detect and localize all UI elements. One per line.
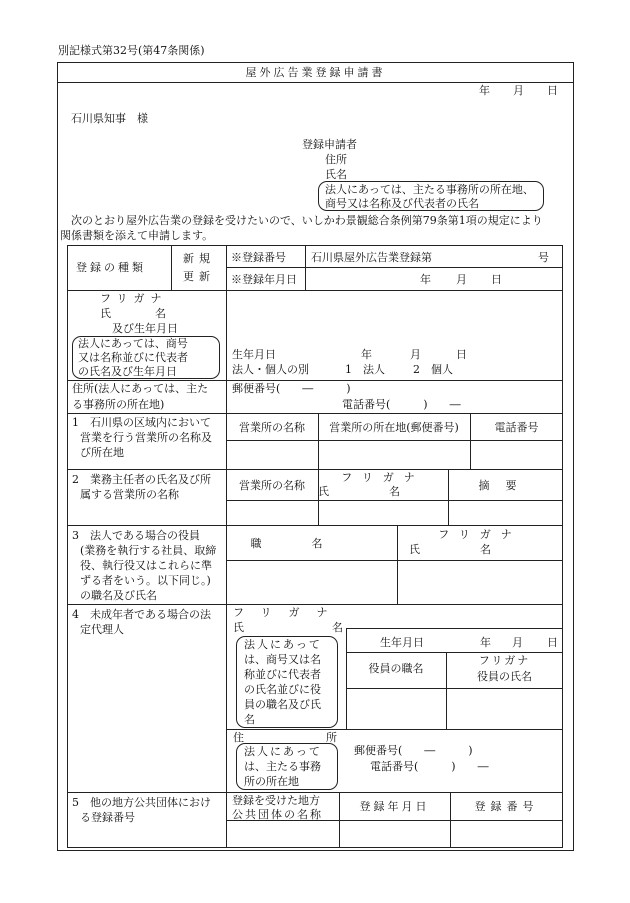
address-postal: 郵便番号( ― )	[232, 382, 351, 395]
s4-note-4: の氏名並びに役	[244, 683, 321, 696]
s4-officer-name: 役員の氏名	[477, 670, 532, 683]
name-furigana: フリガナ	[100, 292, 168, 305]
s4-addr-note-2: は、主たる事務	[244, 760, 321, 773]
s4-note-1: 法人にあって	[244, 638, 322, 651]
date-day: 日	[547, 84, 558, 97]
name-note-3: の氏名及び生年月日	[78, 365, 177, 378]
birthdate-day: 日	[456, 348, 467, 361]
s4-note-3: 称並びに代表者	[244, 668, 321, 681]
form-title: 屋外広告業登録申請書	[245, 66, 386, 79]
reg-date-year: 年	[420, 273, 431, 286]
s4-officer-title: 役員の職名	[368, 662, 424, 675]
s4-day: 日	[547, 636, 558, 649]
reg-type-label: 登録の種類	[76, 261, 146, 274]
s4-addr-note-3: 所の所在地	[244, 775, 299, 788]
birthdate-month: 月	[410, 348, 421, 361]
s1-label-2: 営業を行う営業所の名称及	[80, 431, 212, 444]
s4-furigana: フリガナ	[233, 606, 345, 619]
applicant-note-1: 法人にあっては、主たる事務所の所在地、	[325, 183, 534, 196]
s4-addr-note-1: 法人にあって	[244, 745, 322, 758]
reg-date-label: ※登録年月日	[231, 273, 297, 286]
reg-number-suffix: 号	[538, 251, 549, 264]
s4-name: 氏名	[233, 621, 431, 634]
name-birthdate: 及び生年月日	[112, 322, 178, 335]
reg-number-label: ※登録番号	[231, 251, 286, 264]
s3-label-1: 3 法人である場合の役員	[72, 529, 200, 542]
birthdate-year: 年	[361, 348, 372, 361]
s1-col1: 営業所の名称	[239, 421, 305, 434]
s3-col2-name: 氏名	[409, 543, 551, 556]
applicant-address: 住所	[325, 153, 347, 166]
addressee: 石川県知事 様	[71, 112, 148, 125]
s3-label-4: ずる者をいう。以下同じ。)	[80, 574, 211, 587]
reg-new: 新規	[183, 252, 215, 265]
s5-col3: 登録番号	[474, 800, 539, 813]
s4-officer-furigana: フリガナ	[478, 654, 531, 667]
corp-label: 法人・個人の別	[232, 363, 309, 376]
intro-line-1: 次のとおり屋外広告業の登録を受けたいので、いしかわ景観総合条例第79条第1項の規定により	[71, 214, 543, 227]
s2-label-1: 2 業務主任者の氏名及び所	[72, 473, 211, 486]
s1-label-1: 1 石川県の区域内において	[72, 416, 211, 429]
s2-col2-furigana: フリガナ	[341, 471, 425, 484]
form-number: 別記様式第32号(第47条関係)	[58, 44, 205, 57]
applicant-name: 氏名	[325, 168, 347, 181]
applicant-note-2: 商号又は名称及び代表者の氏名	[325, 197, 479, 210]
s5-col1-line1: 登録を受けた地方	[232, 794, 320, 807]
s4-note-2: は、商号又は名	[244, 653, 321, 666]
s4-year: 年	[480, 636, 491, 649]
birthdate-label: 生年月日	[232, 348, 276, 361]
s5-col2: 登録年月日	[359, 800, 430, 813]
s4-month: 月	[512, 636, 523, 649]
s3-col1: 職名	[250, 537, 373, 550]
s4-label-2: 定代理人	[80, 623, 124, 636]
address-label-2: る事務所の所在地)	[72, 398, 165, 411]
s5-col1-line2: 公共団体の名称	[232, 808, 323, 821]
s4-label-1: 4 未成年者である場合の法	[72, 608, 211, 621]
name-note-2: 又は名称並びに代表者	[78, 351, 188, 364]
date-year: 年	[479, 84, 490, 97]
s2-col1: 営業所の名称	[239, 479, 305, 492]
reg-number-prefix: 石川県屋外広告業登録第	[311, 251, 432, 264]
s2-col2-name: 氏名	[318, 485, 460, 498]
s1-col3: 電話番号	[494, 421, 539, 434]
reg-renew: 更新	[183, 270, 215, 283]
s3-label-5: の職名及び氏名	[80, 589, 157, 602]
s3-label-2: (業務を執行する社員、取締	[80, 544, 217, 557]
applicant-heading: 登録申請者	[302, 138, 357, 151]
s3-col2-furigana: フリガナ	[438, 528, 522, 541]
reg-date-month: 月	[456, 273, 467, 286]
s1-label-3: び所在地	[80, 446, 124, 459]
date-month: 月	[513, 84, 524, 97]
s4-birthdate: 生年月日	[380, 636, 424, 649]
s4-address: 住所	[233, 731, 419, 744]
corp-option-2: 2 個人	[413, 363, 453, 376]
s5-label-1: 5 他の地方公共団体におけ	[72, 796, 211, 809]
intro-line-2: 関係書類を添えて申請します。	[60, 229, 214, 242]
s4-postal: 郵便番号( ― )	[354, 744, 473, 757]
name-label: 氏名	[100, 307, 210, 320]
s4-phone: 電話番号( ) ―	[370, 760, 489, 773]
corp-option-1: 1 法人	[345, 363, 385, 376]
reg-date-day: 日	[491, 273, 502, 286]
s3-label-3: 役、執行役又はこれらに準	[80, 559, 212, 572]
s4-note-5: 員の職名及び氏	[244, 698, 321, 711]
address-phone: 電話番号( ) ―	[342, 398, 461, 411]
name-note-1: 法人にあっては、商号	[78, 337, 188, 350]
s1-col2: 営業所の所在地(郵便番号)	[329, 421, 459, 434]
s5-label-2: る登録番号	[80, 811, 135, 824]
s2-col3: 摘要	[478, 479, 533, 492]
address-label-1: 住所(法人にあっては、主た	[72, 382, 209, 395]
s2-label-2: 属する営業所の名称	[80, 488, 179, 501]
s4-note-6: 名	[244, 713, 255, 726]
